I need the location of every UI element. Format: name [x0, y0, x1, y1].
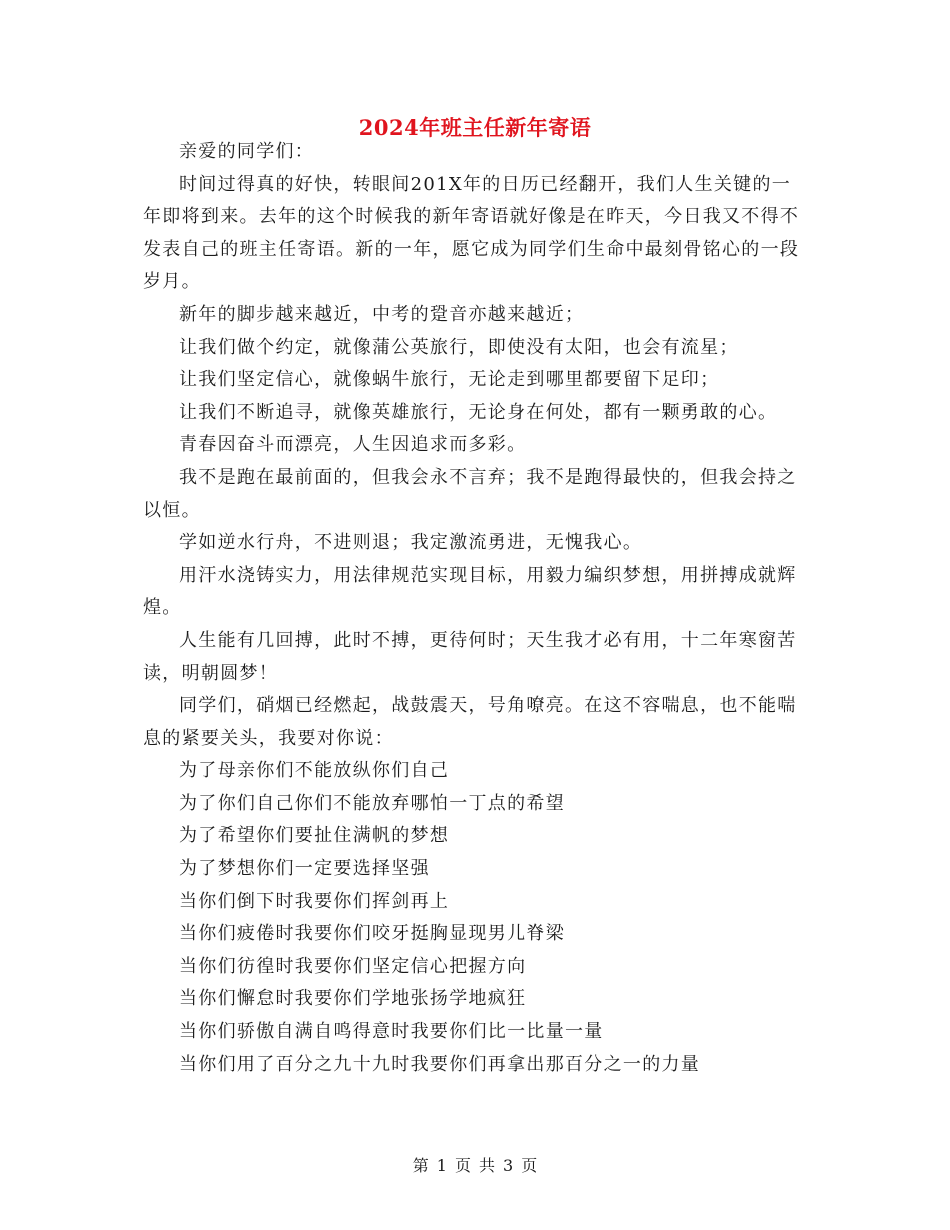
footer-prefix: 第	[412, 1156, 429, 1175]
footer-total-prefix: 共	[479, 1156, 496, 1175]
paragraph: 我不是跑在最前面的，但我会永不言弃；我不是跑得最快的，但我会持之以恒。	[143, 466, 797, 521]
paragraph: 学如逆水行舟，不进则退；我定激流勇进，无愧我心。	[179, 532, 643, 554]
paragraph: 新年的脚步越来越近，中考的跫音亦越来越近；	[179, 303, 585, 325]
paragraph: 时间过得真的好快，转眼间201X年的日历已经翻开，我们人生关键的一年即将到来。去年的这个时候我的新年寄语就好像是在昨天，今日我又不得不发表自己的班主任寄语。新的一年，愿它成为同学们生命中最刻骨铭心的一段岁月。	[143, 173, 800, 293]
document-body	[143, 136, 808, 1081]
poem-line: 为了希望你们要扯住满帆的梦想	[179, 825, 450, 847]
poem-line: 为了你们自己你们不能放弃哪怕一丁点的希望	[179, 792, 565, 814]
paragraph: 让我们做个约定，就像蒲公英旅行，即使没有太阳，也会有流星；	[179, 336, 739, 358]
poem-line: 当你们彷徨时我要你们坚定信心把握方向	[179, 955, 527, 977]
footer-suffix: 页	[521, 1156, 538, 1175]
poem-line: 为了梦想你们一定要选择坚强	[179, 858, 430, 880]
footer-current-page: 1	[436, 1156, 447, 1175]
page-footer	[0, 1154, 950, 1178]
poem-line: 为了母亲你们不能放纵你们自己	[179, 760, 450, 782]
poem-line: 当你们疲倦时我要你们咬牙挺胸显现男儿脊梁	[179, 923, 565, 945]
paragraph: 让我们坚定信心，就像蜗牛旅行，无论走到哪里都要留下足印；	[179, 369, 720, 391]
poem-line: 当你们倒下时我要你们挥剑再上	[179, 890, 450, 912]
poem-line: 当你们懈怠时我要你们学地张扬学地疯狂	[179, 988, 527, 1010]
footer-page-word: 页	[454, 1156, 471, 1175]
paragraph-greeting: 亲爱的同学们：	[179, 141, 315, 162]
document-title: 2024年班主任新年寄语	[358, 115, 592, 140]
poem-line: 当你们用了百分之九十九时我要你们再拿出那百分之一的力量	[179, 1053, 701, 1075]
footer-total-pages: 3	[503, 1156, 514, 1175]
paragraph: 人生能有几回搏，此时不搏，更待何时；天生我才必有用，十二年寒窗苦读，明朝圆梦！	[143, 629, 797, 684]
paragraph: 用汗水浇铸实力，用法律规范实现目标，用毅力编织梦想，用拼搏成就辉煌。	[143, 564, 797, 619]
paragraph: 同学们，硝烟已经燃起，战鼓震天，号角嘹亮。在这不容喘息，也不能喘息的紧要关头，我要对你说：	[143, 695, 797, 749]
paragraph: 让我们不断追寻，就像英雄旅行，无论身在何处，都有一颗勇敢的心。	[179, 401, 778, 423]
paragraph: 青春因奋斗而漂亮，人生因追求而多彩。	[179, 434, 527, 456]
poem-line: 当你们骄傲自满自鸣得意时我要你们比一比量一量	[179, 1021, 604, 1043]
